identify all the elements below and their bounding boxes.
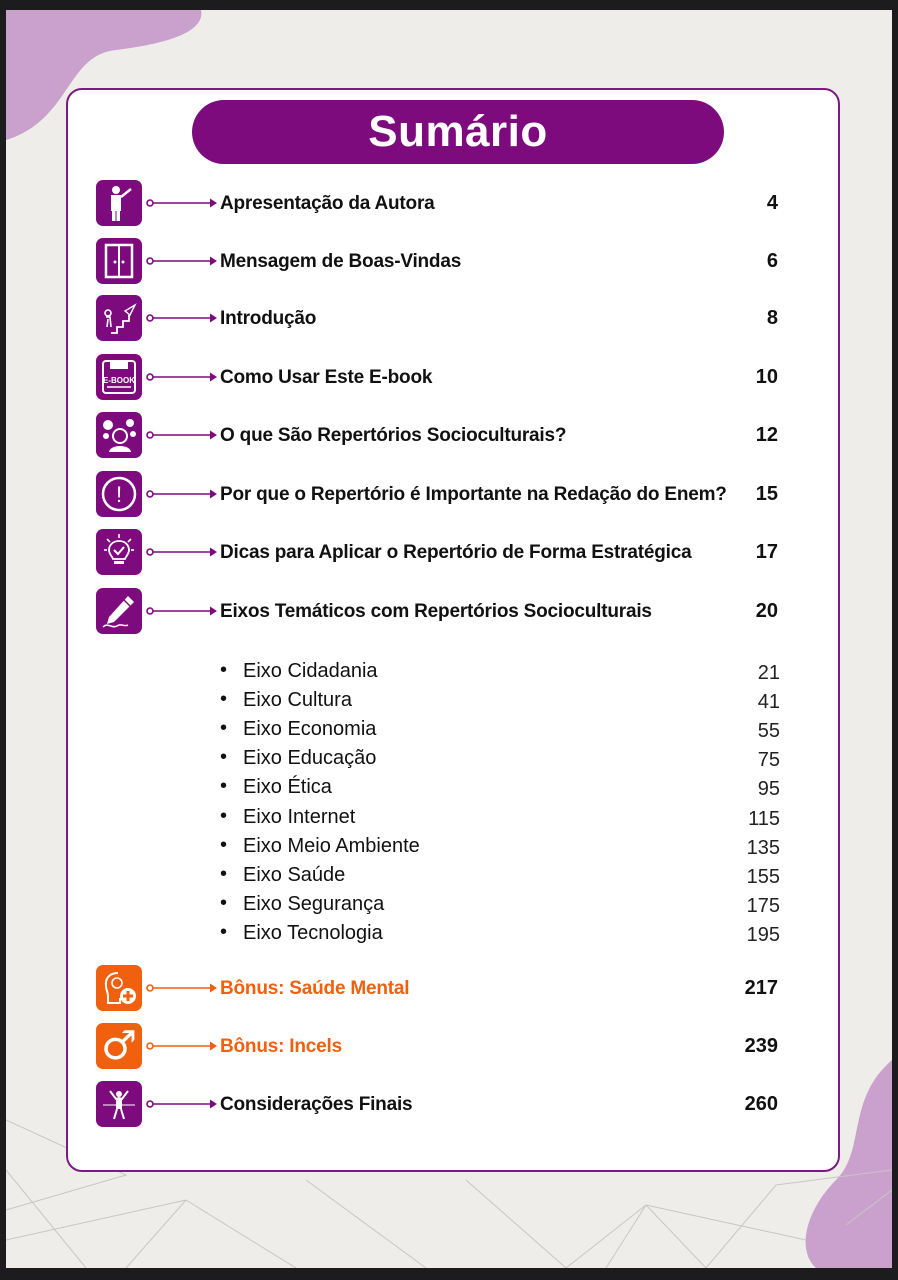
connector-arrow <box>146 982 220 994</box>
entry-page-number: 15 <box>755 483 778 505</box>
entry-label: Mensagem de Boas-Vindas <box>220 251 462 272</box>
axis-item-economia[interactable] <box>220 715 780 743</box>
entry-page-number: 20 <box>755 600 778 622</box>
entry-page-number: 217 <box>744 977 778 999</box>
bullet: • <box>220 921 228 943</box>
male-symbol-icon <box>96 1023 142 1069</box>
connector-arrow <box>146 546 220 558</box>
axis-item-internet[interactable] <box>220 803 780 831</box>
axis-item-cultura[interactable] <box>220 686 780 714</box>
thinking-person-icon <box>96 412 142 458</box>
bullet: • <box>220 892 228 914</box>
axis-page-number: 21 <box>757 662 780 684</box>
entry-page-number: 17 <box>755 541 778 563</box>
entry-label: Dicas para Aplicar o Repertório de Forma Estratégica <box>220 542 692 563</box>
connector-arrow <box>146 605 220 617</box>
axis-label: Eixo Educação <box>243 747 377 769</box>
stairs-goal-icon <box>96 295 142 341</box>
exclamation-icon <box>96 471 142 517</box>
axis-page-number: 41 <box>757 691 780 713</box>
axis-item-educacao[interactable] <box>220 744 780 772</box>
axis-item-cidadania[interactable] <box>220 657 780 685</box>
axis-item-seguranca[interactable] <box>220 890 780 918</box>
axis-item-tecnologia[interactable] <box>220 919 780 947</box>
bullet: • <box>220 659 228 681</box>
axis-item-saude[interactable] <box>220 861 780 889</box>
title-banner <box>192 100 724 164</box>
entry-page-number: 8 <box>766 307 778 329</box>
bullet: • <box>220 863 228 885</box>
axis-label: Eixo Ética <box>243 776 332 798</box>
connector-arrow <box>146 197 220 209</box>
entry-label: Eixos Temáticos com Repertórios Socioculturais <box>220 601 652 622</box>
pen-icon <box>96 588 142 634</box>
presenter-icon <box>96 180 142 226</box>
axis-item-meio-ambiente[interactable] <box>220 832 780 860</box>
connector-arrow <box>146 1098 220 1110</box>
axis-label: Eixo Economia <box>243 718 377 740</box>
connector-arrow <box>146 371 220 383</box>
toc-entry-bonus-saude-mental[interactable] <box>68 965 842 1011</box>
connector-arrow <box>146 1040 220 1052</box>
finish-line-icon <box>96 1081 142 1127</box>
door-icon <box>96 238 142 284</box>
toc-entry-bonus-incels[interactable] <box>68 1023 842 1069</box>
ebook-icon-text: E-BOOK <box>103 376 135 385</box>
axis-page-number: 95 <box>757 778 780 800</box>
male-symbol-icon-text: ♂ <box>101 1023 137 1069</box>
toc-entry-apresentacao[interactable] <box>68 180 842 226</box>
axis-label: Eixo Meio Ambiente <box>243 835 420 857</box>
bullet: • <box>220 775 228 797</box>
lightbulb-check-icon <box>96 529 142 575</box>
axis-label: Eixo Cultura <box>243 689 352 711</box>
toc-entry-eixos[interactable] <box>68 588 842 634</box>
toc-entry-boas-vindas[interactable] <box>68 238 842 284</box>
axis-item-etica[interactable] <box>220 773 780 801</box>
axis-page-number: 55 <box>757 720 780 742</box>
entry-label: Apresentação da Autora <box>220 193 435 214</box>
toc-entry-introducao[interactable] <box>68 295 842 341</box>
axis-page-number: 75 <box>757 749 780 771</box>
entry-label: Bônus: Saúde Mental <box>220 978 410 999</box>
toc-entry-o-que-sao[interactable] <box>68 412 842 458</box>
entry-label: Introdução <box>220 308 317 329</box>
toc-entry-por-que[interactable] <box>68 471 842 517</box>
entry-label: Por que o Repertório é Importante na Redação do Enem? <box>220 484 727 505</box>
entry-label: Considerações Finais <box>220 1094 413 1115</box>
ebook-icon <box>96 354 142 400</box>
axis-page-number: 155 <box>746 866 780 888</box>
entry-page-number: 12 <box>755 424 778 446</box>
bullet: • <box>220 717 228 739</box>
axis-label: Eixo Tecnologia <box>243 922 383 944</box>
document-page <box>6 10 892 1268</box>
entry-page-number: 10 <box>755 366 778 388</box>
axis-label: Eixo Saúde <box>243 864 346 886</box>
connector-arrow <box>146 429 220 441</box>
exclamation-icon-text: ! <box>115 482 123 507</box>
axis-page-number: 175 <box>746 895 780 917</box>
entry-page-number: 239 <box>744 1035 778 1057</box>
entry-label: O que São Repertórios Socioculturais? <box>220 425 567 446</box>
entry-page-number: 260 <box>744 1093 778 1115</box>
bullet: • <box>220 688 228 710</box>
entry-page-number: 6 <box>766 250 778 272</box>
entry-label: Bônus: Incels <box>220 1036 342 1057</box>
toc-entry-como-usar[interactable] <box>68 354 842 400</box>
entry-label: Como Usar Este E-book <box>220 367 433 388</box>
bullet: • <box>220 805 228 827</box>
mental-health-icon <box>96 965 142 1011</box>
axis-label: Eixo Internet <box>243 806 356 828</box>
axis-page-number: 135 <box>746 837 780 859</box>
toc-entry-consideracoes-finais[interactable] <box>68 1081 842 1127</box>
axis-page-number: 115 <box>748 808 780 830</box>
connector-arrow <box>146 312 220 324</box>
bullet: • <box>220 834 228 856</box>
axis-label: Eixo Segurança <box>243 893 385 915</box>
bullet: • <box>220 746 228 768</box>
table-of-contents-card <box>66 88 840 1172</box>
entry-page-number: 4 <box>766 192 778 214</box>
connector-arrow <box>146 488 220 500</box>
toc-entry-dicas[interactable] <box>68 529 842 575</box>
page-title: Sumário <box>368 107 548 156</box>
connector-arrow <box>146 255 220 267</box>
axis-label: Eixo Cidadania <box>243 660 378 682</box>
axis-page-number: 195 <box>746 924 780 946</box>
